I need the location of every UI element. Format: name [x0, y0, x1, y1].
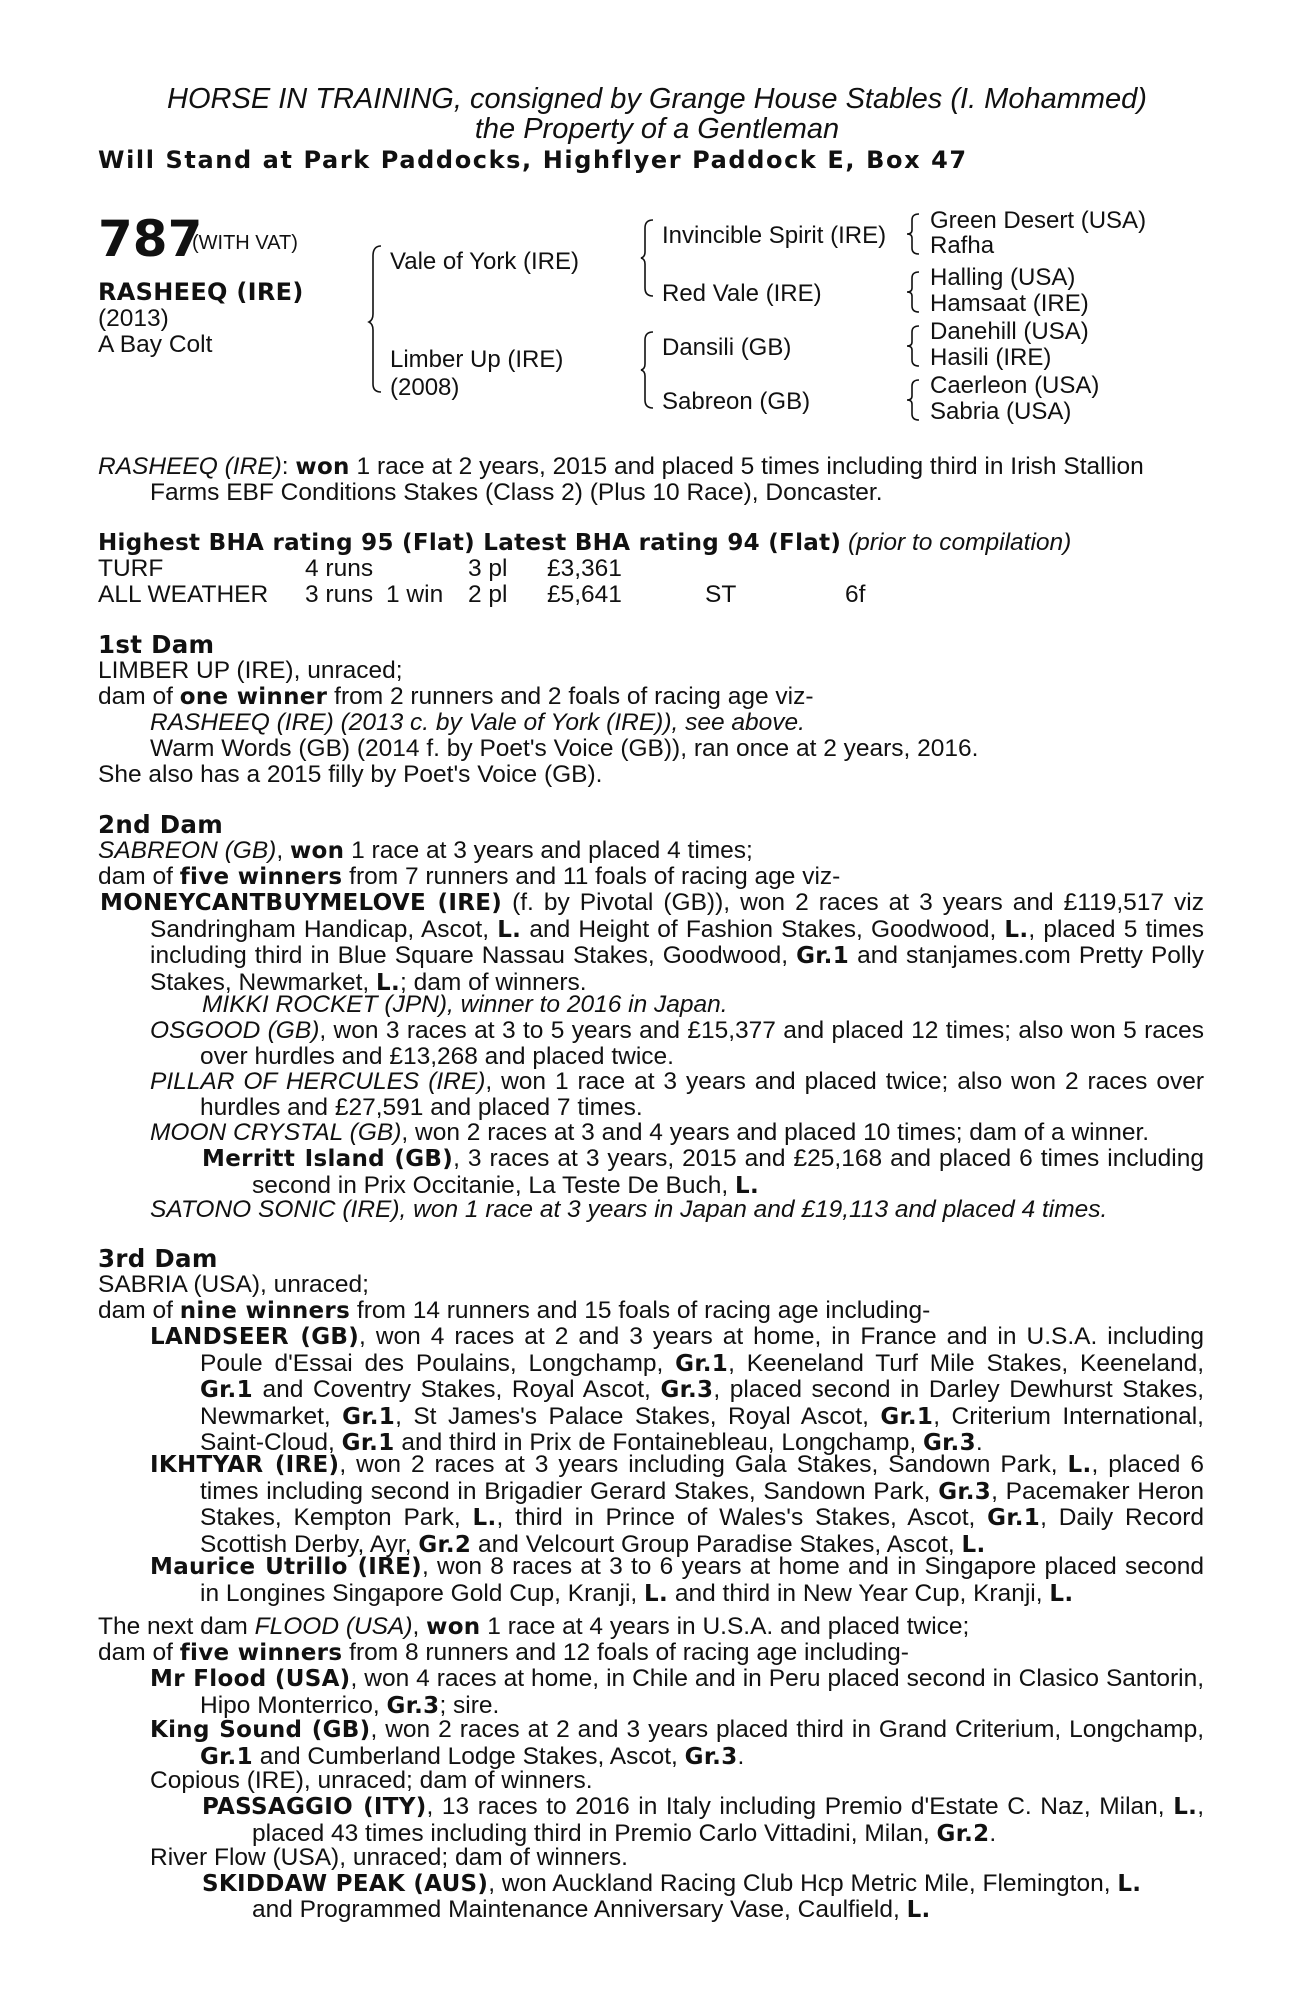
entry-text: , won 2 races at 3 years including Gala Stakes, Sandown Park, — [339, 1451, 1068, 1478]
nextdam-line-1 — [98, 1614, 969, 1641]
rating-note: (prior to compilation) — [848, 529, 1072, 556]
grade-l: L. — [644, 1580, 669, 1607]
rating-text: Highest BHA rating 95 (Flat) Latest BHA rating 94 (Flat) — [98, 530, 842, 556]
entry-name: Merritt Island (GB) — [202, 1146, 454, 1172]
pedigree-brace-g34 — [906, 270, 920, 314]
grade-gr1: Gr.1 — [675, 1350, 729, 1377]
entry-text: , 3 races at 3 years, 2015 and £25,168 and placed 6 times including second in Prix Occitanie, La Teste De Buch, — [252, 1145, 1204, 1199]
nextdam-text-4: from 8 runners and 12 foals of racing age including- — [342, 1639, 909, 1666]
nextdam-entry-riverflow: River Flow (USA), unraced; dam of winners. — [150, 1844, 628, 1871]
pedigree-brace-sire — [640, 218, 654, 298]
consignor-line: HORSE IN TRAINING, consigned by Grange House Stables (I. Mohammed) — [167, 83, 1147, 115]
dam1-line-5: She also has a 2015 filly by Poet's Voice (GB). — [98, 761, 603, 788]
pedigree-g8: Sabria (USA) — [930, 398, 1072, 425]
pedigree-g3: Halling (USA) — [930, 264, 1076, 291]
lot-year: (2013) — [98, 305, 169, 332]
dam3-entry-utrillo — [150, 1554, 1204, 1607]
entry-text: , won Auckland Racing Club Hcp Metric Mile, Flemington, — [488, 1870, 1118, 1897]
dam1-heading: 1st Dam — [98, 630, 215, 659]
pedigree-dam-sire: Dansili (GB) — [662, 334, 792, 361]
grade-gr3: Gr.3 — [386, 1692, 440, 1719]
nextdam-name: FLOOD (USA) — [254, 1613, 413, 1640]
nextdam-text-2: 1 race at 4 years in U.S.A. and placed twice; — [480, 1613, 970, 1640]
record-aw-label: ALL WEATHER — [98, 581, 269, 608]
dam2-entry-mikki: MIKKI ROCKET (JPN), winner to 2016 in Japan. — [202, 991, 728, 1018]
entry-text: and Height of Fashion Stakes, Goodwood, — [521, 915, 1005, 943]
pedigree-brace-g56 — [906, 324, 920, 368]
entry-text: , placed 43 times including third in Premio Carlo Vittadini, Milan, — [252, 1793, 1204, 1847]
nextdam-entry-skiddaw-2 — [252, 1897, 931, 1924]
entry-text: , third in Prince of Wales's Stakes, Ascot, — [496, 1504, 988, 1531]
grade-l: L. — [376, 969, 401, 996]
entry-name: Mr Flood (USA) — [150, 1666, 351, 1692]
pedigree-dam-dam: Sabreon (GB) — [662, 388, 811, 415]
dam2-line-1 — [98, 838, 753, 865]
dam2-won: won — [289, 838, 345, 864]
nextdam-sep: , — [412, 1613, 427, 1640]
dam3-heading: 3rd Dam — [98, 1244, 218, 1273]
dam2-text-3: from 7 runners and 11 foals of racing age viz- — [342, 863, 841, 890]
pedigree-g5: Danehill (USA) — [930, 318, 1089, 345]
pedigree-dam: Limber Up (IRE) — [390, 346, 564, 373]
dam2-text-2: dam of — [98, 863, 180, 890]
entry-name: PASSAGGIO (ITY) — [202, 1794, 427, 1820]
entry-name: PILLAR OF HERCULES (IRE) — [150, 1068, 486, 1095]
entry-text: , won 2 races at 3 and 4 years and placed 10 times; dam of a winner. — [401, 1119, 1150, 1146]
entry-text: , Keeneland Turf Mile Stakes, Keeneland, — [728, 1349, 1204, 1377]
nextdam-entry-passaggio: PASSAGGIO (ITY), 13 races to 2016 in Italy including Premio d'Estate C. Naz, Milan, L., placed 43 times including third in Premio Carlo Vittadini, Milan, Gr.2. — [202, 1793, 1204, 1847]
grade-l: L. — [1173, 1794, 1198, 1820]
record-aw-runs: 3 runs — [305, 581, 374, 608]
dam3-line-1: SABRIA (USA), unraced; — [98, 1271, 369, 1298]
pedigree-brace-dam — [640, 330, 654, 410]
entry-text: and Cumberland Lodge Stakes, Ascot, — [252, 1742, 685, 1770]
dam2-entry-pillar — [150, 1069, 1204, 1120]
dam2-text: 1 race at 3 years and placed 4 times; — [344, 837, 753, 864]
record-turf-prize: £3,361 — [547, 555, 622, 582]
entry-text: and third in New Year Cup, Kranji, — [668, 1579, 1050, 1607]
pedigree-sire: Vale of York (IRE) — [390, 248, 579, 275]
entry-text: ; sire. — [439, 1691, 500, 1719]
property-line: the Property of a Gentleman — [474, 113, 840, 145]
lot-number: 787 — [98, 210, 203, 268]
grade-l: L. — [1067, 1452, 1092, 1478]
entry-text: (f. by Pivotal (GB)), won 2 races at 3 years and £119,517 viz Sandringham Handicap, Ascot, — [150, 889, 1204, 943]
pedigree-g2: Rafha — [930, 232, 995, 259]
dam2-winners: five winners — [179, 864, 343, 890]
entry-text: , Criterium International, Saint-Cloud, — [200, 1402, 1204, 1456]
grade-l: L. — [1004, 916, 1029, 943]
rating-line — [98, 530, 1071, 557]
dam1-text-2: from 2 runners and 2 foals of racing age viz- — [327, 683, 814, 710]
dam2-entry-osgood — [150, 1018, 1204, 1069]
entry-text: and third in Prix de Fontainebleau, Longchamp, — [394, 1429, 923, 1456]
grade-l: L. — [497, 916, 522, 943]
grade-l: L. — [906, 1897, 931, 1923]
pedigree-g6: Hasili (IRE) — [930, 344, 1052, 371]
grade-gr3: Gr.3 — [922, 1430, 976, 1456]
grade-l: L. — [472, 1505, 497, 1531]
grade-gr1: Gr.1 — [987, 1505, 1041, 1531]
grade-l: L. — [1049, 1580, 1074, 1607]
grade-gr3: Gr.3 — [684, 1743, 738, 1770]
pedigree-g7: Caerleon (USA) — [930, 372, 1100, 399]
entry-text: , won 3 races at 3 to 5 years and £15,377 and placed 12 times; also won 5 races over hurdles and £13,268 and placed twice. — [200, 1017, 1204, 1070]
entry-name: IKHTYAR (IRE) — [150, 1452, 340, 1478]
dam3-entry-ikhtyar — [150, 1452, 1204, 1558]
dam3-entry-landseer: LANDSEER (GB), won 4 races at 2 and 3 years at home, in France and in U.S.A. including Poule d'Essai des Poulains, Longchamp, Gr.1, Keeneland Turf Mile Stakes, Keeneland, Gr.1 and Coventry Stakes, Royal Ascot, Gr.3, placed second in Darley Dewhurst Stakes, Newmarket, Gr.1, St James's Palace Stakes, Royal Ascot, Gr.1, Criterium International, Saint-Cloud, Gr.1 and third in Prix de Fontainebleau, Longchamp, Gr.3. — [150, 1323, 1204, 1456]
entry-name: MONEYCANTBUYMELOVE (IRE) — [100, 890, 503, 916]
record-aw-dist: 6f — [845, 581, 866, 608]
pedigree-sire-sire: Invincible Spirit (IRE) — [662, 222, 887, 249]
entry-text: , won 1 race at 3 years and placed twice; also won 2 races over hurdles and £27,591 and placed 7 times. — [200, 1068, 1205, 1121]
dam2-entry-satono: SATONO SONIC (IRE), won 1 race at 3 years in Japan and £19,113 and placed 4 times. — [150, 1196, 1108, 1223]
entry-text: and stanjames.com Pretty Polly Stakes, Newmarket, — [150, 942, 1204, 996]
entry-text: , won 4 races at 2 and 3 years at home, in France and in U.S.A. including Poule d'Essai des Poulains, Longchamp, — [200, 1323, 1204, 1377]
record-turf-pl: 3 pl — [468, 555, 508, 582]
dam2-line-2 — [98, 864, 840, 891]
entry-text: , Daily Record Scottish Derby, Ayr, — [200, 1504, 1204, 1558]
record-aw-win: 1 win — [386, 581, 444, 608]
grade-gr1: Gr.1 — [341, 1430, 395, 1456]
entry-text: , placed 5 times including third in Blue Square Nassau Stakes, Goodwood, — [150, 915, 1204, 969]
grade-gr2: Gr.2 — [936, 1820, 990, 1847]
summary-text: 1 race at 2 years, 2015 and placed 5 times including third in Irish Stallion — [349, 453, 1144, 480]
grade-gr1: Gr.1 — [200, 1743, 253, 1770]
entry-text: , won 2 races at 2 and 3 years placed third in Grand Criterium, Longchamp, — [370, 1716, 1205, 1743]
entry-name: King Sound (GB) — [150, 1717, 371, 1743]
entry-text: , won 4 races at home, in Chile and in Peru placed second in Clasico Santorin, Hipo Monterrico, — [200, 1665, 1204, 1719]
dam1-foal-2: Warm Words (GB) (2014 f. by Poet's Voice (GB)), ran once at 2 years, 2016. — [150, 735, 979, 762]
nextdam-entry-skiddaw-1 — [202, 1871, 1141, 1898]
entry-name: MOON CRYSTAL (GB) — [150, 1119, 402, 1146]
pedigree-sire-dam: Red Vale (IRE) — [662, 280, 822, 307]
entry-text: , placed second in Darley Dewhurst Stakes, Newmarket, — [200, 1376, 1204, 1430]
grade-gr1: Gr.1 — [200, 1377, 253, 1403]
entry-name: SKIDDAW PEAK (AUS) — [202, 1871, 489, 1897]
grade-l: L. — [735, 1172, 759, 1199]
dam3-line-2 — [98, 1298, 930, 1325]
dam3-text-2: from 14 runners and 15 foals of racing age including- — [350, 1297, 931, 1324]
entry-name: Maurice Utrillo (IRE) — [150, 1554, 422, 1580]
entry-text: and Coventry Stakes, Royal Ascot, — [252, 1376, 661, 1403]
dam2-sep: , — [276, 837, 290, 864]
dam2-entry-merritt — [202, 1146, 1204, 1199]
pedigree-brace-main — [368, 244, 382, 394]
dam3-winners: nine winners — [179, 1298, 351, 1324]
stabling-line: Will Stand at Park Paddocks, Highflyer Paddock E, Box 47 — [98, 146, 968, 174]
summary-line-2: Farms EBF Conditions Stakes (Class 2) (Plus 10 Race), Doncaster. — [150, 479, 883, 506]
entry-text: , Pacemaker Heron Stakes, Kempton Park, — [200, 1477, 1204, 1531]
nextdam-winners: five winners — [179, 1640, 343, 1666]
entry-text: , 13 races to 2016 in Italy including Premio d'Estate C. Naz, Milan, — [426, 1793, 1174, 1820]
dam1-line-1: LIMBER UP (IRE), unraced; — [98, 657, 403, 684]
lot-vat: (WITH VAT) — [192, 232, 298, 254]
record-aw-prize: £5,641 — [547, 581, 622, 608]
grade-gr3: Gr.3 — [660, 1377, 714, 1403]
nextdam-line-2 — [98, 1640, 909, 1667]
record-turf-runs: 4 runs — [305, 555, 374, 582]
dam1-line-2 — [98, 684, 814, 711]
dam2-entry-moneycantbuymelove — [100, 890, 1204, 996]
grade-gr1: Gr.1 — [342, 1403, 396, 1430]
pedigree-brace-g12 — [906, 212, 920, 256]
summary-won: won — [295, 454, 350, 480]
entry-text: , placed 6 times including second in Brigadier Gerard Stakes, Sandown Park, — [200, 1451, 1205, 1505]
summary-name: RASHEEQ (IRE) — [98, 453, 282, 480]
pedigree-g1: Green Desert (USA) — [930, 207, 1147, 234]
entry-text: and Programmed Maintenance Anniversary Vase, Caulfield, — [252, 1896, 907, 1923]
grade-l: L. — [1117, 1871, 1142, 1897]
entry-text: and Velcourt Group Paradise Stakes, Ascot, — [471, 1530, 962, 1558]
nextdam-won: won — [426, 1614, 481, 1640]
pedigree-g4: Hamsaat (IRE) — [930, 290, 1089, 317]
pedigree-dam-year: (2008) — [390, 374, 460, 401]
grade-gr1: Gr.1 — [796, 943, 849, 969]
dam2-name: SABREON (GB) — [98, 837, 277, 864]
nextdam-text: The next dam — [98, 1613, 255, 1640]
entry-text: ; dam of winners. — [400, 968, 587, 996]
record-turf-label: TURF — [98, 555, 164, 582]
grade-gr3: Gr.3 — [938, 1478, 992, 1505]
entry-name: OSGOOD (GB) — [150, 1017, 320, 1044]
entry-text: , won 8 races at 3 to 6 years at home and in Singapore placed second in Longines Singapore Gold Cup, Kranji, — [200, 1553, 1204, 1607]
lot-name: RASHEEQ (IRE) — [98, 278, 304, 306]
lot-description: A Bay Colt — [98, 331, 213, 358]
nextdam-entry-mrflood — [150, 1666, 1204, 1719]
grade-l: L. — [961, 1531, 986, 1558]
dam2-entry-moon — [150, 1120, 1149, 1146]
dam1-winners: one winner — [179, 684, 328, 710]
dam2-heading: 2nd Dam — [98, 810, 224, 839]
dam1-foal-1: RASHEEQ (IRE) (2013 c. by Vale of York (IRE)), see above. — [150, 709, 805, 736]
nextdam-entry-copious: Copious (IRE), unraced; dam of winners. — [150, 1767, 593, 1794]
nextdam-entry-kingsound: King Sound (GB), won 2 races at 2 and 3 years placed third in Grand Criterium, Longchamp, Gr.1 and Cumberland Lodge Stakes, Ascot, Gr.3. — [150, 1716, 1205, 1770]
record-aw-course: ST — [705, 581, 737, 608]
entry-name: LANDSEER (GB) — [150, 1324, 360, 1350]
grade-gr2: Gr.2 — [418, 1531, 472, 1558]
grade-gr1: Gr.1 — [880, 1403, 934, 1430]
nextdam-text-3: dam of — [98, 1639, 180, 1666]
dam1-text: dam of — [98, 683, 180, 710]
pedigree-brace-g78 — [906, 378, 920, 422]
dam3-text: dam of — [98, 1297, 180, 1324]
summary-line-1: RASHEEQ (IRE): won 1 race at 2 years, 2015 and placed 5 times including third in Irish Stallion — [98, 453, 1144, 480]
entry-text: , St James's Palace Stakes, Royal Ascot, — [395, 1402, 881, 1430]
record-aw-pl: 2 pl — [468, 581, 508, 608]
